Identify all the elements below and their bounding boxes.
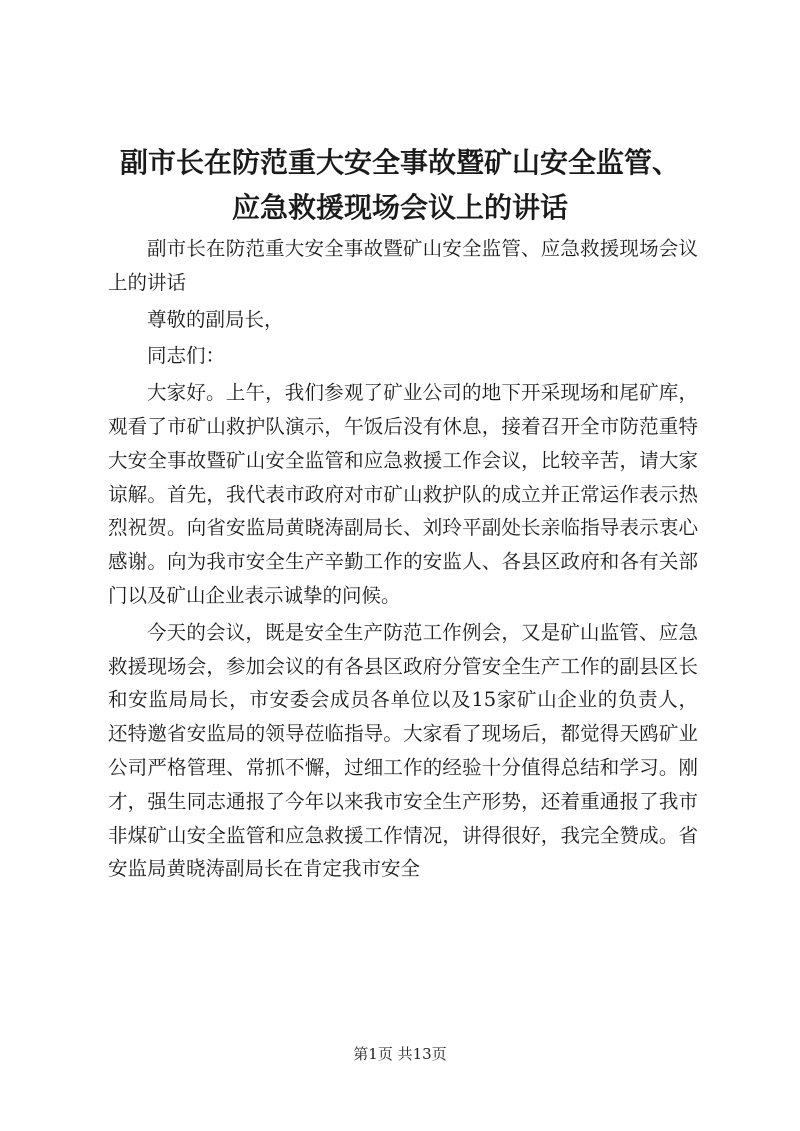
title-line-2: 应急救援现场会议上的讲话 (231, 191, 568, 224)
paragraph-body-2: 今天的会议，既是安全生产防范工作例会，又是矿山监管、应急救援现场会，参加会议的有各县区政府分管安全生产工作的副县区长和安监局局长，市安委会成员各单位以及15家矿山企业的负责人，还特邀省安监局的领导莅临指导。大家看了现场后，都觉得天鸥矿业公司严格管理、常抓不懈，过细工作的经验十分值得总结和学习。刚才，强生同志通报了今年以来我市安全生产形势，还着重通报了我市非煤矿山安全监管和应急救援工作情况，讲得很好，我完全赞成。省安监局黄晓涛副局长在肯定我市安全 (108, 620, 698, 881)
title-line-1: 副市长在防范重大安全事故暨矿山安全监管、 (119, 146, 680, 179)
paragraph-body-1: 大家好。上午，我们参观了矿业公司的地下开采现场和尾矿库，观看了市矿山救护队演示，午饭后没有休息，接着召开全市防范重特大安全事故暨矿山安全监管和应急救援工作会议，比较辛苦，请大家谅解。首先，我代表市政府对市矿山救护队的成立并正常运作表示热烈祝贺。向省安监局黄晓涛副局长、刘玲平副处长亲临指导表示衷心感谢。向为我市安全生产辛勤工作的安监人、各县区政府和各有关部门以及矿山企业表示诚挚的问候。 (108, 381, 698, 607)
page-number-footer: 第1页 共13页 (353, 1045, 447, 1063)
document-body (108, 232, 698, 889)
document-title (100, 140, 700, 230)
paragraph-greeting: 同志们： (147, 344, 226, 368)
paragraph-salutation: 尊敬的副局长， (147, 307, 284, 331)
paragraph-subtitle: 副市长在防范重大安全事故暨矿山安全监管、应急救援现场会议上的讲话 (108, 237, 698, 294)
